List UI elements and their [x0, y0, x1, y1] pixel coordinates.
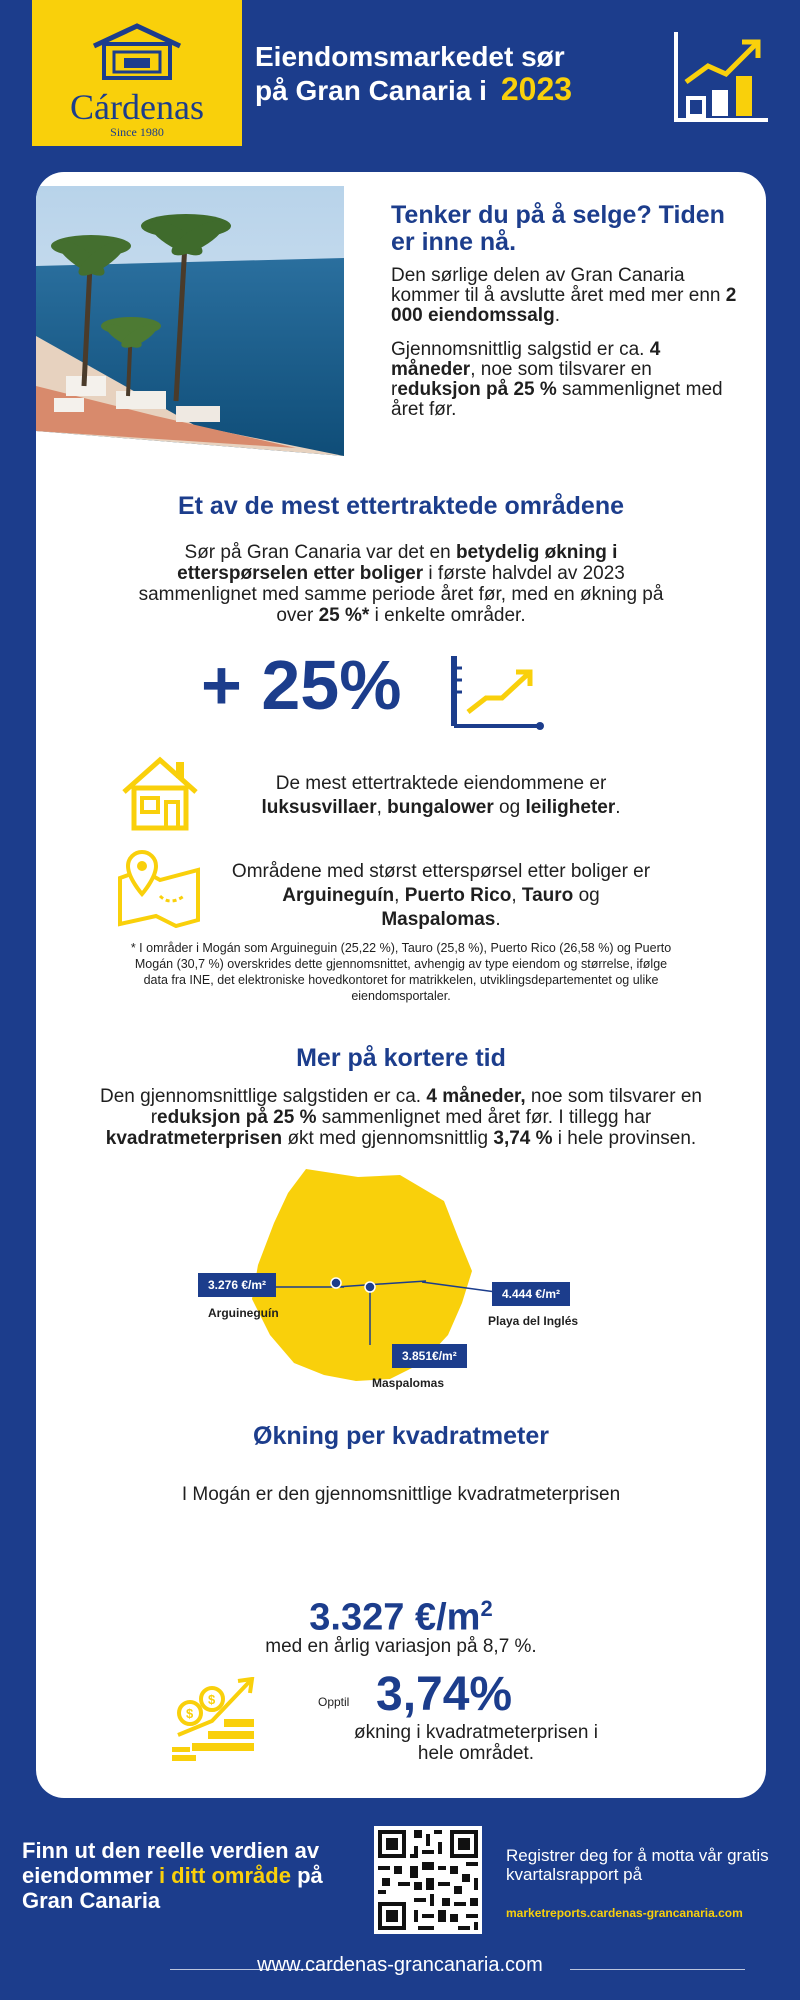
opptil-label: Opptil: [318, 1695, 350, 1709]
playa-price: 4.444 €/m²: [492, 1282, 570, 1306]
playa-label: Playa del Inglés: [488, 1314, 579, 1328]
sqm-line-2: med en årlig variasjon på 8,7 %.: [265, 1636, 537, 1657]
sqm-line-1: I Mogán er den gjennomsnittlige kvadratmeterprisen: [181, 1484, 621, 1505]
brand-since: Since 1980: [110, 125, 164, 139]
arguineguin-label: Arguineguín: [208, 1306, 279, 1320]
property-types-text: De mest ettertraktede eiendommene er luksusvillaer, bungalower og leiligheter.: [261, 773, 621, 818]
increase-percent: 3,74%: [376, 1668, 513, 1721]
intro-section: [391, 202, 741, 434]
footer-register: [506, 1846, 786, 1923]
areas-text: Områdene med størst etterspørsel etter boliger er Arguineguín, Puerto Rico, Tauro og Maspalomas.: [231, 861, 651, 930]
maspalomas-label: Maspalomas: [372, 1376, 445, 1390]
growth-chart-icon: [668, 30, 772, 128]
money-growth-icon: [168, 1677, 260, 1769]
time-text: Den gjennomsnittlige salgstiden er ca. 4 måneder, noe som tilsvarer en reduksjon på 25 % sammenlignet med året før. I tillegg har kvadratmeterprisen økt med gjennomsnittlig 3,74 % i hele provinsen.: [100, 1086, 702, 1149]
report-link[interactable]: marketreports.cardenas-grancanaria.com: [506, 1906, 743, 1920]
mogan-price: 3.327 $€/m^2$: [309, 1596, 493, 1639]
increase-text: økning i kvadratmeterprisen i hele området.: [354, 1722, 598, 1764]
brand-logo[interactable]: [32, 0, 242, 146]
map-pin-icon: [116, 848, 202, 928]
website-link[interactable]: www.cardenas-grancanaria.com: [257, 1954, 543, 1976]
demand-text: Sør på Gran Canaria var det en betydelig økning i etterspørselen etter boliger i første halvdel av 2023 sammenlignet med samme periode året før, med en økning på over 25 %* i enkelte områder.: [138, 542, 664, 626]
main-card: [36, 172, 766, 1798]
house-icon: [120, 754, 200, 834]
growth-stat: + 25%: [201, 646, 402, 724]
house-logo-icon: [82, 20, 192, 82]
coast-photo: [36, 186, 344, 456]
svg-text:$: $: [186, 1706, 194, 1721]
register-text: Registrer deg for å motta vår gratis kvartalsrapport på: [506, 1846, 769, 1884]
sqm-title: Økning per kvadratmeter: [253, 1422, 549, 1450]
svg-text:$: $: [208, 1692, 216, 1707]
title-line-2: på Gran Canaria i: [255, 75, 487, 106]
footnote: * I områder i Mogán som Arguineguin (25,22 %), Tauro (25,8 %), Puerto Rico (26,58 %) og Puerto Mogán (30,7 %) overskrides dette gjennomsnittet, avhengig av type eiendom og størrelse, ifølge data fra INE, det elektroniske hovedkontoret for matrikkelen, utviklingsdepartementet og ulike eiendomsportaler.: [130, 941, 672, 1003]
qr-code[interactable]: [374, 1826, 482, 1934]
intro-heading: Tenker du på å selge? Tiden er inne nå.: [391, 201, 725, 256]
brand-name: Cárdenas: [70, 87, 204, 127]
page-title: [255, 40, 645, 107]
demand-title: Et av de mest ettertraktede områdene: [177, 492, 624, 520]
title-year: 2023: [500, 71, 573, 107]
intro-paragraph-1: Den sørlige delen av Gran Canaria kommer til å avslutte året med mer enn 2 000 eiendomssalg.: [391, 265, 737, 326]
title-line-1: Eiendomsmarkedet sør: [255, 41, 565, 72]
maspalomas-price: 3.851€/m²: [392, 1344, 467, 1368]
time-title: Mer på kortere tid: [296, 1044, 506, 1072]
growth-line-icon: [446, 654, 546, 734]
arguineguin-price: 3.276 €/m²: [198, 1273, 276, 1297]
intro-paragraph-2: Gjennomsnittlig salgstid er ca. 4 måneder, noe som tilsvarer en reduksjon på 25 % sammenlignet med året før.: [391, 339, 723, 420]
footer-cta: Finn ut den reelle verdien av eiendommer i ditt område på Gran Canaria: [22, 1838, 323, 1913]
